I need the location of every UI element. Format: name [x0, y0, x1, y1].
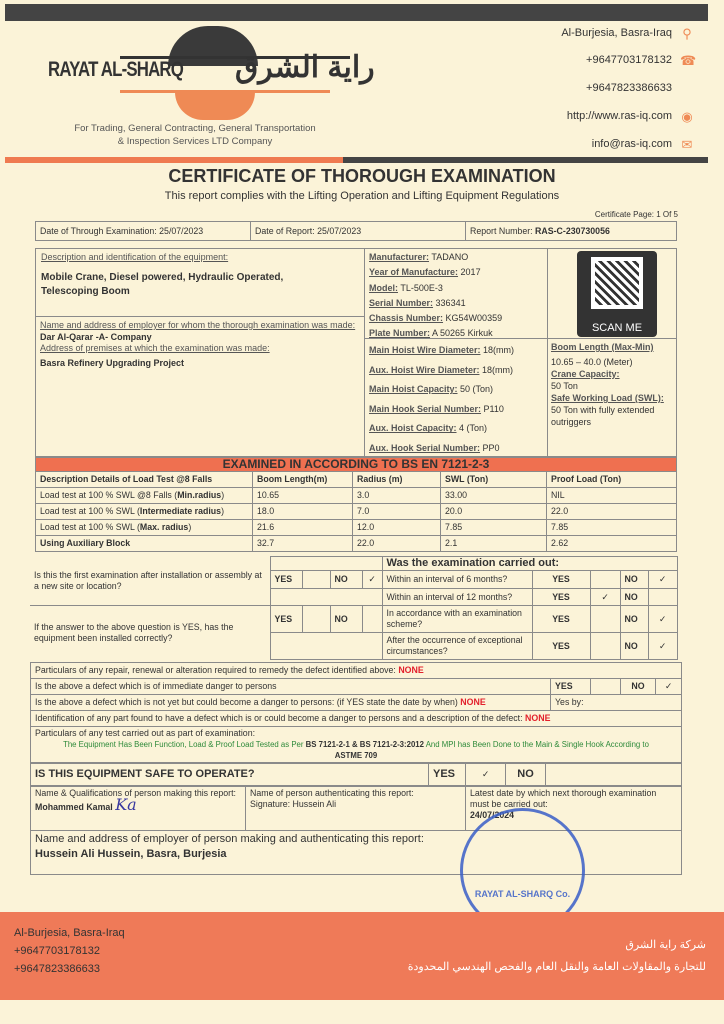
exam-date: Date of Through Examination: 25/07/2023 [36, 222, 251, 241]
tagline: For Trading, General Contracting, General Transportation & Inspection Services LTD Company [74, 123, 316, 147]
d-yes-box[interactable] [591, 679, 621, 695]
i3-yes: YES [532, 606, 590, 633]
table-cell: 12.0 [353, 520, 441, 536]
table-cell: NIL [547, 488, 677, 504]
certificate-page: Certificate Page: 1 Of 5 [594, 210, 678, 219]
spec-item: Serial Number: 336341 [369, 297, 466, 308]
email-link[interactable]: info@ras-iq.com [591, 138, 672, 150]
yes-by: Yes by: [551, 695, 682, 711]
i1-no: NO [620, 571, 648, 589]
table-cell: 20.0 [441, 504, 547, 520]
table-cell: 22.0 [353, 536, 441, 552]
first-exam-question: Is this the first examination after installation or assembly at a new site or location? [34, 569, 262, 591]
scan-me-label: SCAN ME [591, 322, 643, 334]
d-no: NO [621, 679, 656, 695]
hoist-item: Main Hook Serial Number: P110 [369, 403, 504, 414]
table-cell: 32.7 [253, 536, 353, 552]
safe-to-operate-question: IS THIS EQUIPMENT SAFE TO OPERATE? [31, 764, 429, 786]
safe-no-box[interactable] [546, 764, 682, 786]
hoist-item: Aux. Hook Serial Number: PP0 [369, 442, 500, 453]
i2-no-box[interactable] [648, 589, 677, 606]
website-link[interactable]: http://www.ras-iq.com [566, 110, 672, 122]
i3-no: NO [620, 606, 648, 633]
table-cell: 7.85 [441, 520, 547, 536]
table-cell: 22.0 [547, 504, 677, 520]
table-cell: 21.6 [253, 520, 353, 536]
interval-exceptional: After the occurrence of exceptional circumstances? [382, 633, 532, 660]
boom-info: Boom Length (Max-Min) 10.65 – 40.0 (Meter) Crane Capacity: 50 Ton Safe Working Load (SWL): 50 Ton with fully extended outriggers [551, 342, 664, 427]
column-header: Boom Length(m) [253, 472, 353, 488]
hoist-item: Aux. Hoist Capacity: 4 (Ton) [369, 423, 488, 434]
authenticator-cell: Name of person authenticating this report: Signature: Hussein Ali [246, 787, 466, 831]
equipment-description: Description and identification of the equipment: Mobile Crane, Diesel powered, Hydraulic Operated, Telescoping Boom [35, 248, 365, 317]
i4-no-check[interactable]: ✓ [648, 633, 677, 660]
q1-no-check[interactable]: ✓ [362, 571, 382, 589]
interval-6-months: Within an interval of 6 months? [382, 571, 532, 589]
hoist-item: Main Hoist Capacity: 50 (Ton) [369, 384, 494, 395]
column-header: Description Details of Load Test @8 Falls [36, 472, 253, 488]
company-stamp: RAYAT AL-SHARQ Co. [460, 808, 585, 933]
spec-item: Plate Number: A 50265 Kirkuk [369, 328, 493, 339]
table-row [36, 520, 677, 536]
subtitle: This report complies with the Lifting Operation and Lifting Equipment Regulations [164, 190, 560, 202]
hoist-item: Aux. Hoist Wire Diameter: 18(mm) [369, 364, 513, 375]
hoist-list [369, 341, 514, 459]
logo-gear-icon [175, 92, 255, 120]
i1-yes: YES [532, 571, 590, 589]
identification-row: Identification of any part found to have a defect which is or could become a danger to persons and a description of the defect: NONE [31, 711, 682, 727]
table-row [36, 488, 677, 504]
tests-row: Particulars of any test carried out as part of examination: The Equipment Has Been Function, Load & Proof Load Tested as Per BS 7121-2-1 & BS 7121-2-3:2012 And MPI has Been Done to the Main & Single Hook According to ASTME 709 [31, 727, 682, 763]
qr-code-icon [591, 257, 643, 309]
divider [364, 338, 677, 339]
defects-section [30, 662, 682, 875]
spec-item: Manufacturer: TADANO [369, 252, 469, 262]
q2-yes: YES [270, 606, 302, 633]
d-yes: YES [551, 679, 591, 695]
i3-yes-box[interactable] [590, 606, 620, 633]
table-cell: 3.0 [353, 488, 441, 504]
report-date: Date of Report: 25/07/2023 [251, 222, 466, 241]
table-cell: 10.65 [253, 488, 353, 504]
test-description: Load test at 100 % SWL @8 Falls (Min.radius) [36, 488, 253, 504]
load-test-heading: EXAMINED IN ACCORDING TO BS EN 7121-2-3 [36, 458, 677, 472]
test-description: Load test at 100 % SWL (Max. radius) [36, 520, 253, 536]
repair-row: Particulars of any repair, renewal or alteration required to remedy the defect identified above: NONE [31, 663, 682, 679]
footer-arabic: شركة راية الشرق للتجارة والمقاولات العامة والنقل العام والفحص الهندسي المحدودة [407, 939, 706, 973]
maker-signature: Ka [115, 795, 137, 814]
mail-icon: ✉ [681, 137, 693, 152]
load-test-table [35, 457, 677, 552]
table-row [36, 504, 677, 520]
examination-questions [30, 556, 677, 660]
carried-out-heading: Was the examination carried out: [382, 557, 677, 571]
q1-yes-box[interactable] [302, 571, 330, 589]
i4-yes: YES [532, 633, 590, 660]
spec-item: Chassis Number: KG54W00359 [369, 313, 503, 324]
divider [5, 157, 343, 163]
location-pin-icon: ⚲ [682, 26, 692, 41]
table-cell: 7.0 [353, 504, 441, 520]
divider [343, 157, 708, 163]
qr-code[interactable] [577, 251, 657, 337]
column-header: Radius (m) [353, 472, 441, 488]
q1-no: NO [330, 571, 362, 589]
i1-yes-box[interactable] [590, 571, 620, 589]
phone-1: +9647703178132 [586, 54, 672, 66]
employer-info: Name and address of employer for whom the thorough examination was made: Dar Al-Qarar -A- Company Address of premises at which the examination was made: Basra Refinery Upgrading Project [40, 320, 356, 368]
maker-cell: Name & Qualifications of person making this report: Mohammed Kamal Ka [31, 787, 246, 831]
table-cell: 33.00 [441, 488, 547, 504]
footer-contact: Al-Burjesia, Basra-Iraq +9647703178132 +9647823386633 [14, 927, 125, 975]
dates-row [35, 221, 677, 241]
q1-yes: YES [270, 571, 302, 589]
i2-yes: YES [532, 589, 590, 606]
logo-arabic: راية الشرق [235, 51, 375, 84]
table-cell: 7.85 [547, 520, 677, 536]
i3-no-check[interactable]: ✓ [648, 606, 677, 633]
i2-yes-check[interactable]: ✓ [590, 589, 620, 606]
future-danger-row: Is the above a defect which is not yet but could become a danger to persons: (if YES state the date by when) NONE [31, 695, 551, 711]
q2-yes-box[interactable] [302, 606, 330, 633]
safe-yes-check[interactable]: ✓ [466, 764, 506, 786]
phone-2: +9647823386633 [586, 82, 672, 94]
interval-12-months: Within an interval of 12 months? [382, 589, 532, 606]
interval-scheme: In accordance with an examination scheme? [382, 606, 532, 633]
logo-text: RAYAT AL-SHARQ [48, 58, 184, 81]
i4-no: NO [620, 633, 648, 660]
i2-no: NO [620, 589, 648, 606]
spec-list [369, 250, 502, 342]
logo-wing [120, 90, 330, 93]
spec-item: Year of Manufacture: 2017 [369, 267, 481, 278]
page-title: CERTIFICATE OF THOROUGH EXAMINATION [168, 166, 556, 186]
immediate-danger-row: Is the above a defect which is of immediate danger to persons [31, 679, 551, 695]
footer [0, 912, 724, 1000]
hoist-item: Main Hoist Wire Diameter: 18(mm) [369, 345, 514, 355]
employer-cell: Name and address of employer of person making and authenticating this report: Hussein Ali Hussein, Basra, Burjesia [31, 831, 682, 875]
test-description: Using Auxiliary Block [36, 536, 253, 552]
table-cell: 18.0 [253, 504, 353, 520]
top-bar [5, 4, 708, 21]
table-cell: 2.1 [441, 536, 547, 552]
table-cell: 2.62 [547, 536, 677, 552]
q2-no-box[interactable] [362, 606, 382, 633]
i1-no-check[interactable]: ✓ [648, 571, 677, 589]
test-description: Load test at 100 % SWL (Intermediate radius) [36, 504, 253, 520]
report-number: Report Number: RAS-C-230730056 [466, 222, 677, 241]
installed-correctly-question: If the answer to the above question is YES, has the equipment been installed correctly? [30, 606, 270, 660]
d-no-check[interactable]: ✓ [656, 679, 682, 695]
i4-yes-box[interactable] [590, 633, 620, 660]
globe-icon: ◉ [681, 109, 693, 124]
column-header: SWL (Ton) [441, 472, 547, 488]
q2-no: NO [330, 606, 362, 633]
safe-yes: YES [429, 764, 466, 786]
address: Al-Burjesia, Basra-Iraq [561, 27, 672, 39]
table-row [36, 536, 677, 552]
next-exam-cell: Latest date by which next thorough examination must be carried out: 24/07/2024 [466, 787, 682, 831]
phone-icon: ☎ [680, 53, 697, 68]
safe-no: NO [506, 764, 546, 786]
spec-item: Model: TL-500E-3 [369, 282, 443, 293]
column-header: Proof Load (Ton) [547, 472, 677, 488]
